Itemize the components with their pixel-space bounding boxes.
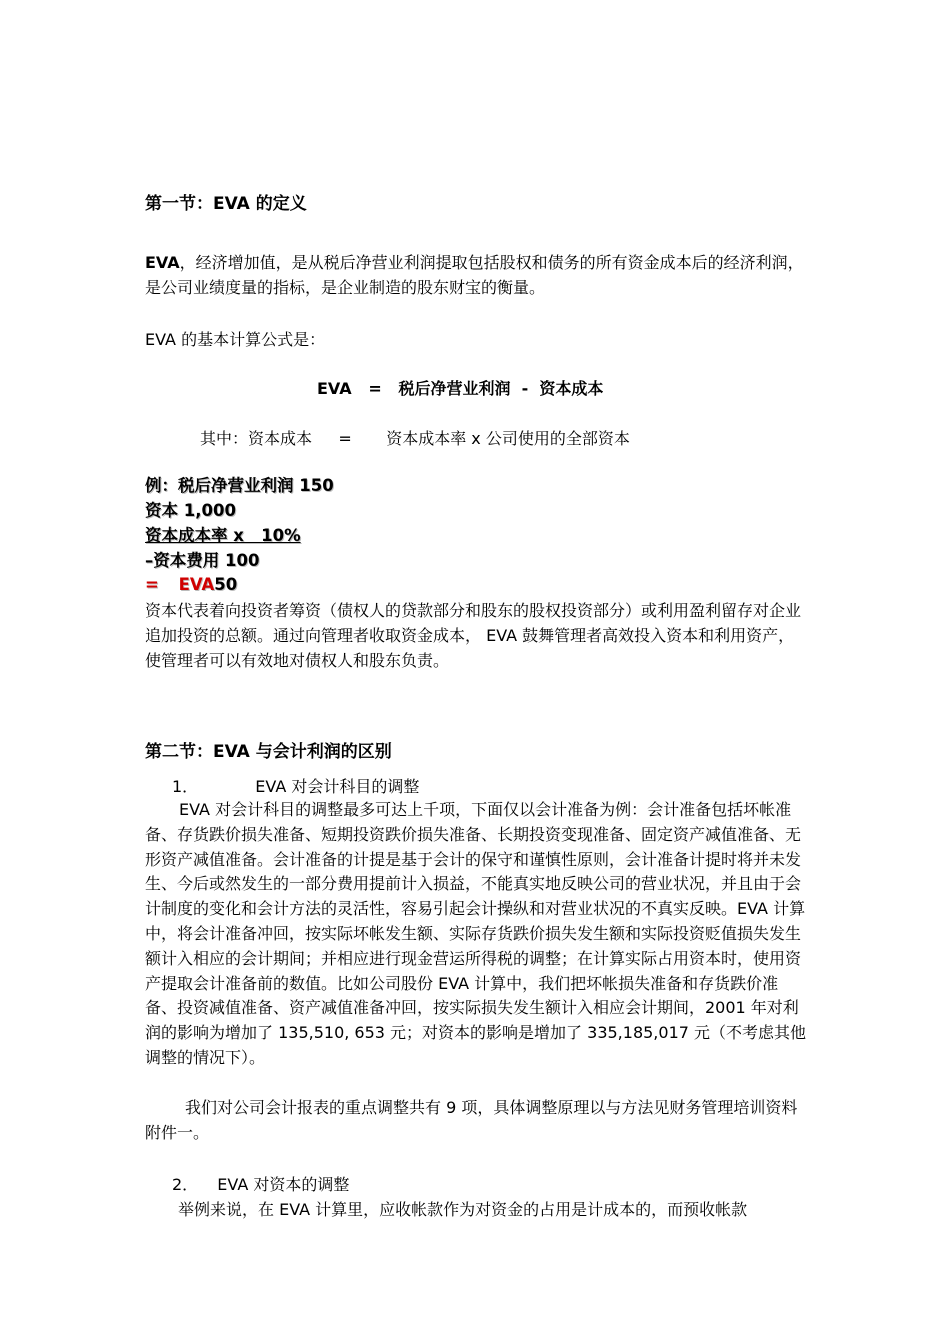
example-line-5 bbox=[145, 573, 237, 598]
example-line-2: 资本 1,000 bbox=[145, 501, 236, 520]
formula-note bbox=[200, 426, 630, 449]
formula-label: EVA 的基本计算公式是： bbox=[145, 330, 326, 349]
item2-body: 举例来说，在 EVA 计算里，应收帐款作为对资金的占用是计成本的，而预收帐款 bbox=[178, 1200, 748, 1219]
main-formula: EVA = 税后净营业利润 - 资本成本 bbox=[317, 379, 604, 398]
example-line-3: 资本成本率 x 10% bbox=[145, 526, 301, 545]
example-equals: = bbox=[145, 575, 159, 594]
item1-title: EVA 对会计科目的调整 bbox=[255, 777, 420, 796]
example-line-1: 例：税后净营业利润 150 bbox=[145, 476, 334, 495]
item2-title: EVA 对资本的调整 bbox=[217, 1175, 350, 1194]
item1-body: EVA 对会计科目的调整最多可达上千项，下面仅以会计准备为例：会计准备包括坏帐准备、存货跌价损失准备、短期投资跌价损失准备、长期投资变现准备、固定资产减值准备、无形资产减值准备。会计准备的计提是基于会计的保守和谨慎性原则，会计准备计提时将并未发生、今后或然发生的一部分费用提前计入损益，不能真实地反映公司的营业状况，并且由于会计制度的变化和会计方法的灵活性，容易引起会计操纵和对营业状况的不真实反映。EVA 计算中，将会计准备冲回，按实际坏帐发生额、实际存货跌价损失发生额和实际投资贬值损失发生额计入相应的会计期间；并相应进行现金营运所得税的调整；在计算实际占用资本时，使用资产提取会计准备前的数值。比如公司股份 EVA 计算中，我们把坏帐损失准备和存货跌价准备、投资减值准备、资产减值准备冲回，按实际损失发生额计入相应会计期间，2001 年对利润的影响为增加了 135,510, 653 元；对资本的影响是增加了 335,185,017 元（不考虑其他调整的情况下）。 bbox=[145, 800, 807, 1067]
example-eva-value: 50 bbox=[214, 575, 238, 594]
formula-note-right: 资本成本率 x 公司使用的全部资本 bbox=[386, 429, 630, 448]
intro-term: EVA bbox=[145, 253, 180, 272]
section2-title: 第二节：EVA 与会计利润的区别 bbox=[145, 742, 392, 762]
item1-body2: 我们对公司会计报表的重点调整共有 9 项，具体调整原理以与方法见财务管理培训资料附件一。 bbox=[145, 1098, 798, 1142]
item1-number: 1． bbox=[172, 777, 199, 796]
example-line-4: –资本费用 100 bbox=[145, 551, 260, 570]
example-eva-label: EVA bbox=[178, 575, 215, 594]
item1-heading bbox=[172, 774, 419, 797]
section1-explanation: 资本代表着向投资者筹资（债权人的贷款部分和股东的股权投资部分）或利用盈利留存对企业追加投资的总额。通过向管理者收取资金成本， EVA 鼓舞管理者高效投入资本和利用资产，使管理者可以有效地对债权人和股东负责。 bbox=[145, 601, 802, 670]
formula-note-eq: = bbox=[338, 429, 352, 448]
intro-text: ，经济增加值，是从税后净营业利润提取包括股权和债务的所有资金成本后的经济利润，是公司业绩度量的指标，是企业制造的股东财宝的衡量。 bbox=[145, 253, 804, 297]
item2-number: 2． bbox=[172, 1175, 199, 1194]
formula-note-left: 其中：资本成本 bbox=[200, 429, 313, 448]
item2-heading bbox=[172, 1172, 349, 1195]
section1-intro bbox=[145, 251, 810, 301]
section1-title: 第一节：EVA 的定义 bbox=[145, 194, 307, 214]
